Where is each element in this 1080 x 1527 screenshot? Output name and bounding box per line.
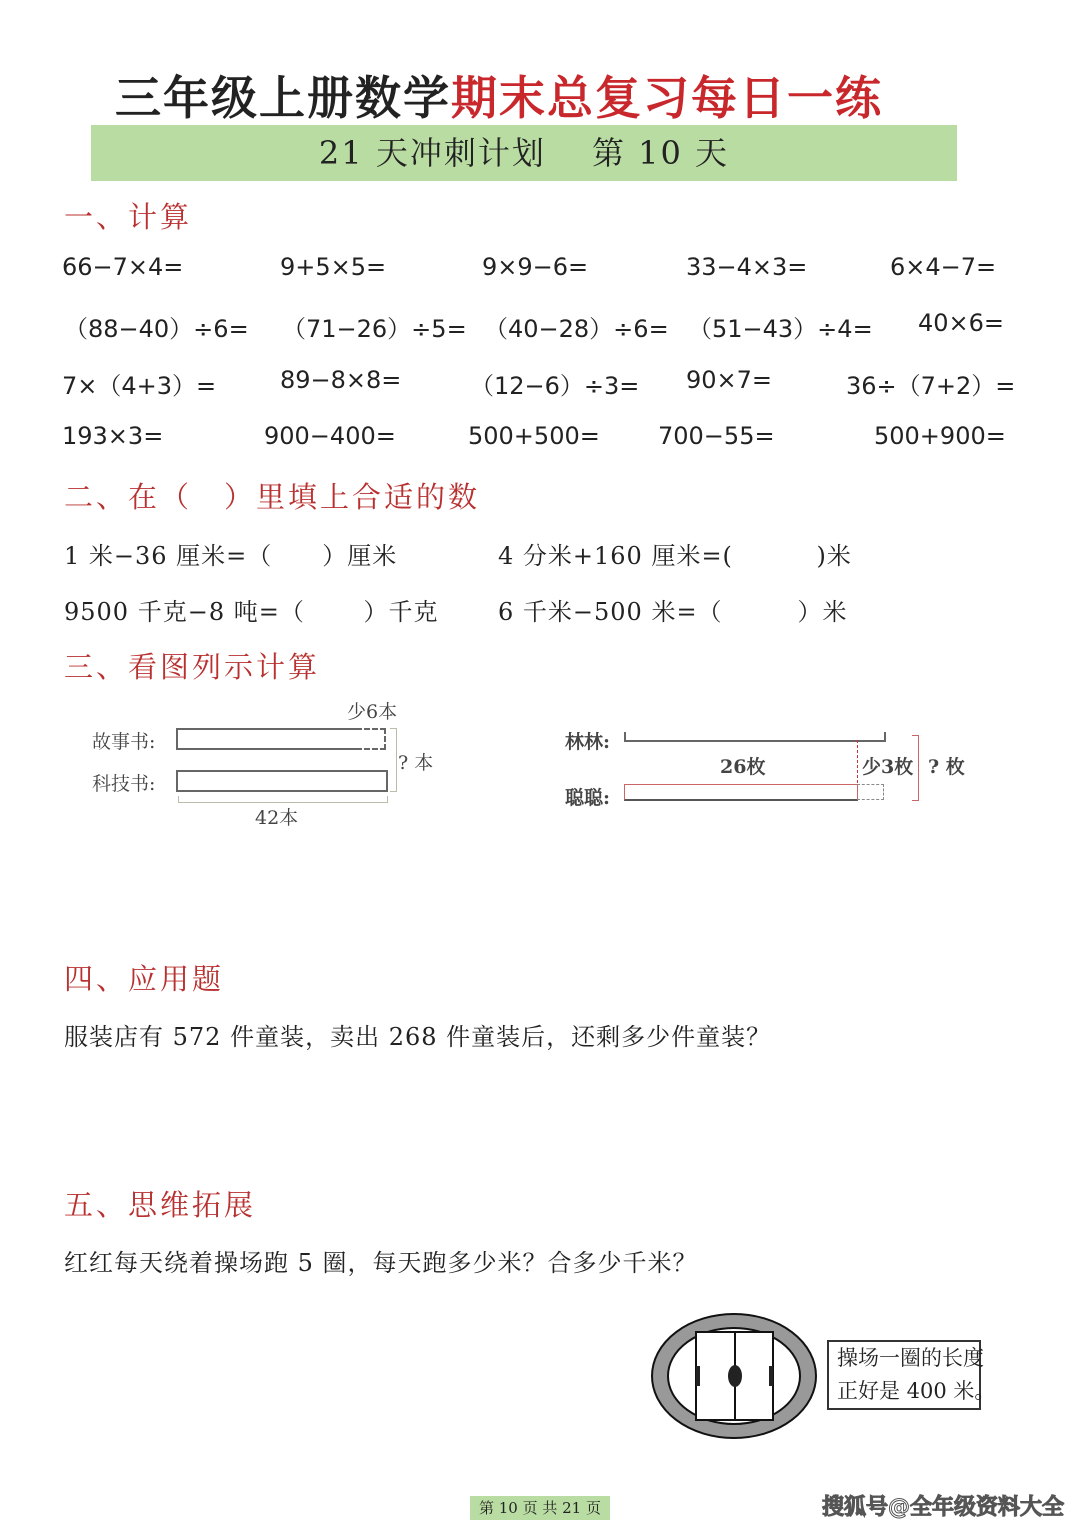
calc-item: 9+5×5=	[280, 253, 387, 281]
calc-item: 700−55=	[658, 422, 775, 450]
label-linlin: 林林:	[565, 731, 611, 753]
calc-item: 36÷（7+2）=	[846, 372, 1016, 400]
fill-item: 6 千米−500 米=（ ）米	[498, 598, 848, 626]
calc-item: 66−7×4=	[62, 253, 184, 281]
calc-item: （40−28）÷6=	[484, 315, 669, 343]
label-total2: ? 枚	[928, 756, 965, 778]
calc-item: 90×7=	[686, 366, 773, 394]
fill-item: 4 分米+160 厘米=( )米	[498, 542, 852, 570]
bar-congcong	[624, 784, 858, 801]
section-calc-heading: 一、计算	[64, 200, 193, 234]
calc-item: 9×9−6=	[482, 253, 589, 281]
section-fill-heading: 二、在（ ）里填上合适的数	[64, 480, 481, 514]
track-note-line1: 操场一圈的长度	[837, 1346, 984, 1370]
calc-item: 7×（4+3）=	[62, 372, 217, 400]
thinking-problem: 红红每天绕着操场跑 5 圈，每天跑多少米？合多少千米？	[64, 1249, 698, 1277]
page-footer: 第 10 页 共 21 页	[470, 1496, 610, 1520]
section-thinking-heading: 五、思维拓展	[64, 1188, 257, 1222]
calc-item: 40×6=	[918, 309, 1005, 337]
calc-item: （71−26）÷5=	[282, 315, 467, 343]
bar-congcong-missing	[857, 784, 884, 800]
label-26: 26枚	[720, 756, 766, 778]
label-less3: 少3枚	[862, 756, 914, 778]
label-story-books: 故事书:	[92, 731, 156, 753]
label-less: 少6本	[347, 701, 398, 723]
brace-total	[912, 735, 919, 801]
calc-item: 89−8×8=	[280, 366, 402, 394]
section-word-heading: 四、应用题	[64, 962, 225, 996]
label-science-books: 科技书:	[92, 773, 156, 795]
title-red: 期末总复习每日一练	[451, 71, 883, 125]
line-linlin	[624, 732, 886, 742]
plan-banner: 21 天冲刺计划 第 10 天	[91, 125, 957, 181]
bar-story-missing	[356, 728, 386, 750]
calc-item: 900−400=	[264, 422, 396, 450]
label-congcong: 聪聪:	[565, 787, 611, 809]
fill-item: 9500 千克−8 吨=（ ）千克	[64, 598, 439, 626]
bar-story	[176, 728, 360, 750]
calc-item: （12−6）÷3=	[470, 372, 640, 400]
page-title	[115, 62, 883, 128]
fill-item: 1 米−36 厘米=（ ）厘米	[64, 542, 398, 570]
label-total: ? 本	[398, 752, 434, 774]
calc-item: 33−4×3=	[686, 253, 808, 281]
word-problem: 服装店有 572 件童装，卖出 268 件童装后，还剩多少件童装？	[64, 1023, 772, 1051]
brace-bottom	[178, 796, 388, 803]
calc-item: 500+900=	[874, 422, 1006, 450]
track-note-box	[827, 1340, 996, 1410]
brace-right	[390, 728, 397, 792]
calc-item: （51−43）÷4=	[688, 315, 873, 343]
section-diagram-heading: 三、看图列示计算	[64, 650, 321, 684]
title-black: 三年级上册数学	[115, 71, 451, 125]
track-illustration	[650, 1310, 820, 1440]
calc-item: 193×3=	[62, 422, 164, 450]
watermark: 搜狐号@全年级资料大全	[822, 1495, 1065, 1520]
label-42: 42本	[255, 807, 299, 829]
calc-item: 6×4−7=	[890, 253, 997, 281]
calc-item: 500+500=	[468, 422, 600, 450]
calc-item: （88−40）÷6=	[64, 315, 249, 343]
bar-science	[176, 770, 388, 792]
track-note-line2: 正好是 400 米。	[837, 1379, 996, 1403]
